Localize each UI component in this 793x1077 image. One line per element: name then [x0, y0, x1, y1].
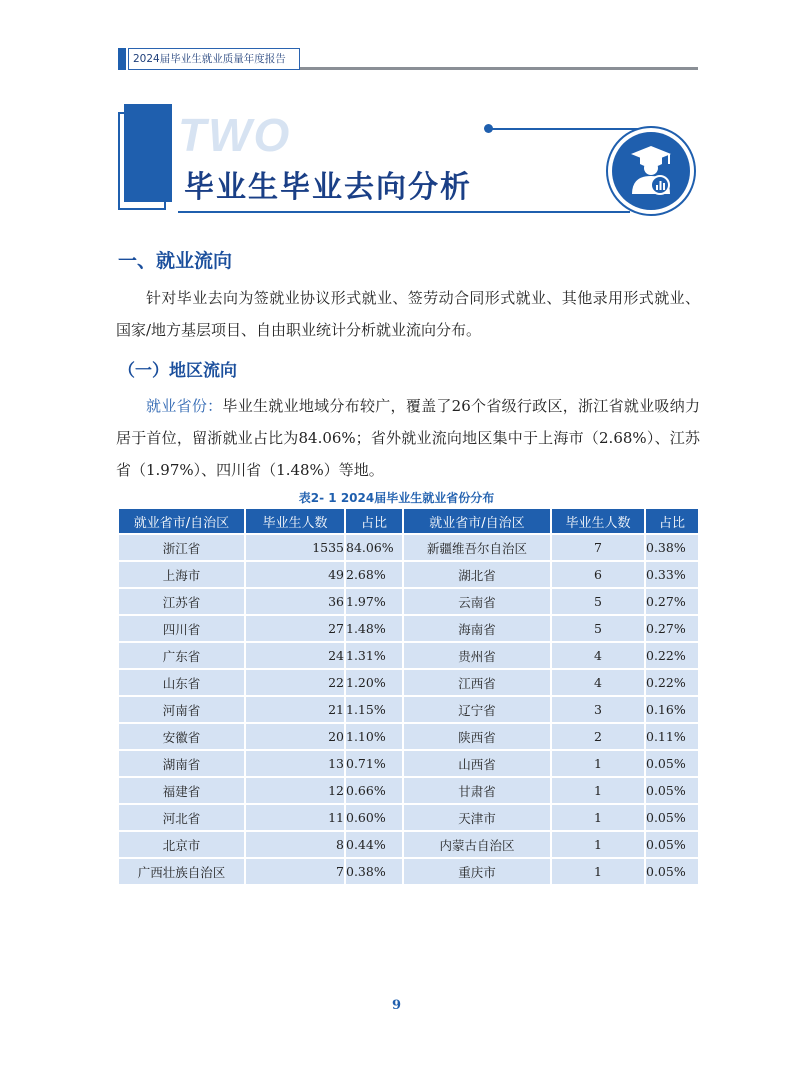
table-cell: 2 — [552, 724, 644, 749]
table-cell: 江西省 — [404, 670, 550, 695]
table-cell: 贵州省 — [404, 643, 550, 668]
table-cell: 1 — [552, 751, 644, 776]
table-cell: 1.20% — [346, 670, 402, 695]
table-cell: 7 — [246, 859, 344, 884]
table-cell: 山东省 — [119, 670, 244, 695]
table-cell: 22 — [246, 670, 344, 695]
table-cell: 12 — [246, 778, 344, 803]
table-cell: 1 — [552, 859, 644, 884]
table-cell: 49 — [246, 562, 344, 587]
table-row — [119, 751, 698, 776]
table-cell: 84.06% — [346, 535, 402, 560]
table-cell: 0.27% — [646, 616, 698, 641]
table-cell: 0.71% — [346, 751, 402, 776]
chapter-number: TWO — [178, 109, 292, 161]
table-cell: 6 — [552, 562, 644, 587]
table-cell: 24 — [246, 643, 344, 668]
column-header: 占比 — [346, 509, 402, 533]
table-header-row — [119, 509, 698, 533]
table-cell: 浙江省 — [119, 535, 244, 560]
table-cell: 1 — [552, 832, 644, 857]
banner-top-line — [492, 128, 646, 130]
table-cell: 13 — [246, 751, 344, 776]
table-cell: 0.27% — [646, 589, 698, 614]
table-cell: 0.05% — [646, 859, 698, 884]
page-number: 9 — [391, 998, 402, 1013]
table-cell: 0.38% — [646, 535, 698, 560]
table-cell: 0.38% — [346, 859, 402, 884]
table-cell: 0.33% — [646, 562, 698, 587]
province-distribution-table — [117, 507, 700, 886]
column-header: 毕业生人数 — [552, 509, 644, 533]
table-cell: 1.15% — [346, 697, 402, 722]
table-cell: 陕西省 — [404, 724, 550, 749]
graduate-chart-icon — [626, 144, 676, 196]
section-intro-paragraph: 针对毕业去向为签就业协议形式就业、签劳动合同形式就业、其他录用形式就业、国家/地方基层项目、自由职业统计分析就业流向分布。 — [116, 289, 700, 339]
province-paragraph-text: 毕业生就业地域分布较广，覆盖了26个省级行政区，浙江省就业吸纳力居于首位，留浙就业占比为84.06%；省外就业流向地区集中于上海市（2.68%）、江苏省（1.97%）、四川省（1.48%）等地。 — [116, 397, 700, 479]
table-cell: 海南省 — [404, 616, 550, 641]
table-cell: 0.60% — [346, 805, 402, 830]
table-cell: 甘肃省 — [404, 778, 550, 803]
table-row — [119, 616, 698, 641]
table-cell: 21 — [246, 697, 344, 722]
table-row — [119, 697, 698, 722]
table-cell: 1.97% — [346, 589, 402, 614]
table-cell: 5 — [552, 616, 644, 641]
table-row — [119, 589, 698, 614]
table-cell: 11 — [246, 805, 344, 830]
table-row — [119, 832, 698, 857]
table-cell: 广西壮族自治区 — [119, 859, 244, 884]
table-cell: 4 — [552, 643, 644, 668]
table-cell: 36 — [246, 589, 344, 614]
banner-solid-block — [124, 104, 172, 202]
chapter-title: 毕业生毕业去向分析 — [184, 170, 472, 205]
table-cell: 1.48% — [346, 616, 402, 641]
table-cell: 4 — [552, 670, 644, 695]
table-row — [119, 805, 698, 830]
table-cell: 广东省 — [119, 643, 244, 668]
table-cell: 山西省 — [404, 751, 550, 776]
table-cell: 2.68% — [346, 562, 402, 587]
table-cell: 0.22% — [646, 643, 698, 668]
table-cell: 1535 — [246, 535, 344, 560]
table-cell: 27 — [246, 616, 344, 641]
header-rule — [300, 67, 698, 70]
table-cell: 20 — [246, 724, 344, 749]
table-cell: 云南省 — [404, 589, 550, 614]
column-header: 就业省市/自治区 — [404, 509, 550, 533]
table-cell: 河南省 — [119, 697, 244, 722]
table-cell: 0.05% — [646, 778, 698, 803]
table-cell: 0.05% — [646, 832, 698, 857]
table-cell: 0.16% — [646, 697, 698, 722]
table-cell: 7 — [552, 535, 644, 560]
column-header: 毕业生人数 — [246, 509, 344, 533]
table-cell: 福建省 — [119, 778, 244, 803]
table-cell: 0.66% — [346, 778, 402, 803]
table-cell: 0.22% — [646, 670, 698, 695]
table-cell: 四川省 — [119, 616, 244, 641]
table-cell: 新疆维吾尔自治区 — [404, 535, 550, 560]
province-lead-label: 就业省份： — [146, 397, 223, 415]
column-header: 就业省市/自治区 — [119, 509, 244, 533]
table-cell: 0.05% — [646, 751, 698, 776]
table-cell: 1 — [552, 805, 644, 830]
table-cell: 0.05% — [646, 805, 698, 830]
table-cell: 北京市 — [119, 832, 244, 857]
table-cell: 天津市 — [404, 805, 550, 830]
table-cell: 上海市 — [119, 562, 244, 587]
table-cell: 0.44% — [346, 832, 402, 857]
table-cell: 河北省 — [119, 805, 244, 830]
header-accent — [118, 48, 126, 70]
table-cell: 5 — [552, 589, 644, 614]
table-cell: 湖北省 — [404, 562, 550, 587]
table-cell: 江苏省 — [119, 589, 244, 614]
section-heading-employment-flow: 一、就业流向 — [118, 250, 233, 272]
table-cell: 3 — [552, 697, 644, 722]
table-cell: 0.11% — [646, 724, 698, 749]
table-cell: 湖南省 — [119, 751, 244, 776]
table-row — [119, 670, 698, 695]
table-cell: 1.31% — [346, 643, 402, 668]
table-row — [119, 535, 698, 560]
table-row — [119, 859, 698, 884]
report-title: 2024届毕业生就业质量年度报告 — [128, 48, 300, 70]
table-row — [119, 724, 698, 749]
table-caption: 表2- 1 2024届毕业生就业省份分布 — [298, 491, 495, 505]
province-paragraph — [116, 390, 700, 486]
table-row — [119, 643, 698, 668]
table-cell: 8 — [246, 832, 344, 857]
table-cell: 1.10% — [346, 724, 402, 749]
table-cell: 辽宁省 — [404, 697, 550, 722]
column-header: 占比 — [646, 509, 698, 533]
subsection-heading-region-flow: （一）地区流向 — [118, 361, 237, 381]
table-cell: 安徽省 — [119, 724, 244, 749]
banner-underline — [178, 211, 630, 213]
table-cell: 1 — [552, 778, 644, 803]
table-row — [119, 562, 698, 587]
table-row — [119, 778, 698, 803]
table-cell: 内蒙古自治区 — [404, 832, 550, 857]
table-cell: 重庆市 — [404, 859, 550, 884]
